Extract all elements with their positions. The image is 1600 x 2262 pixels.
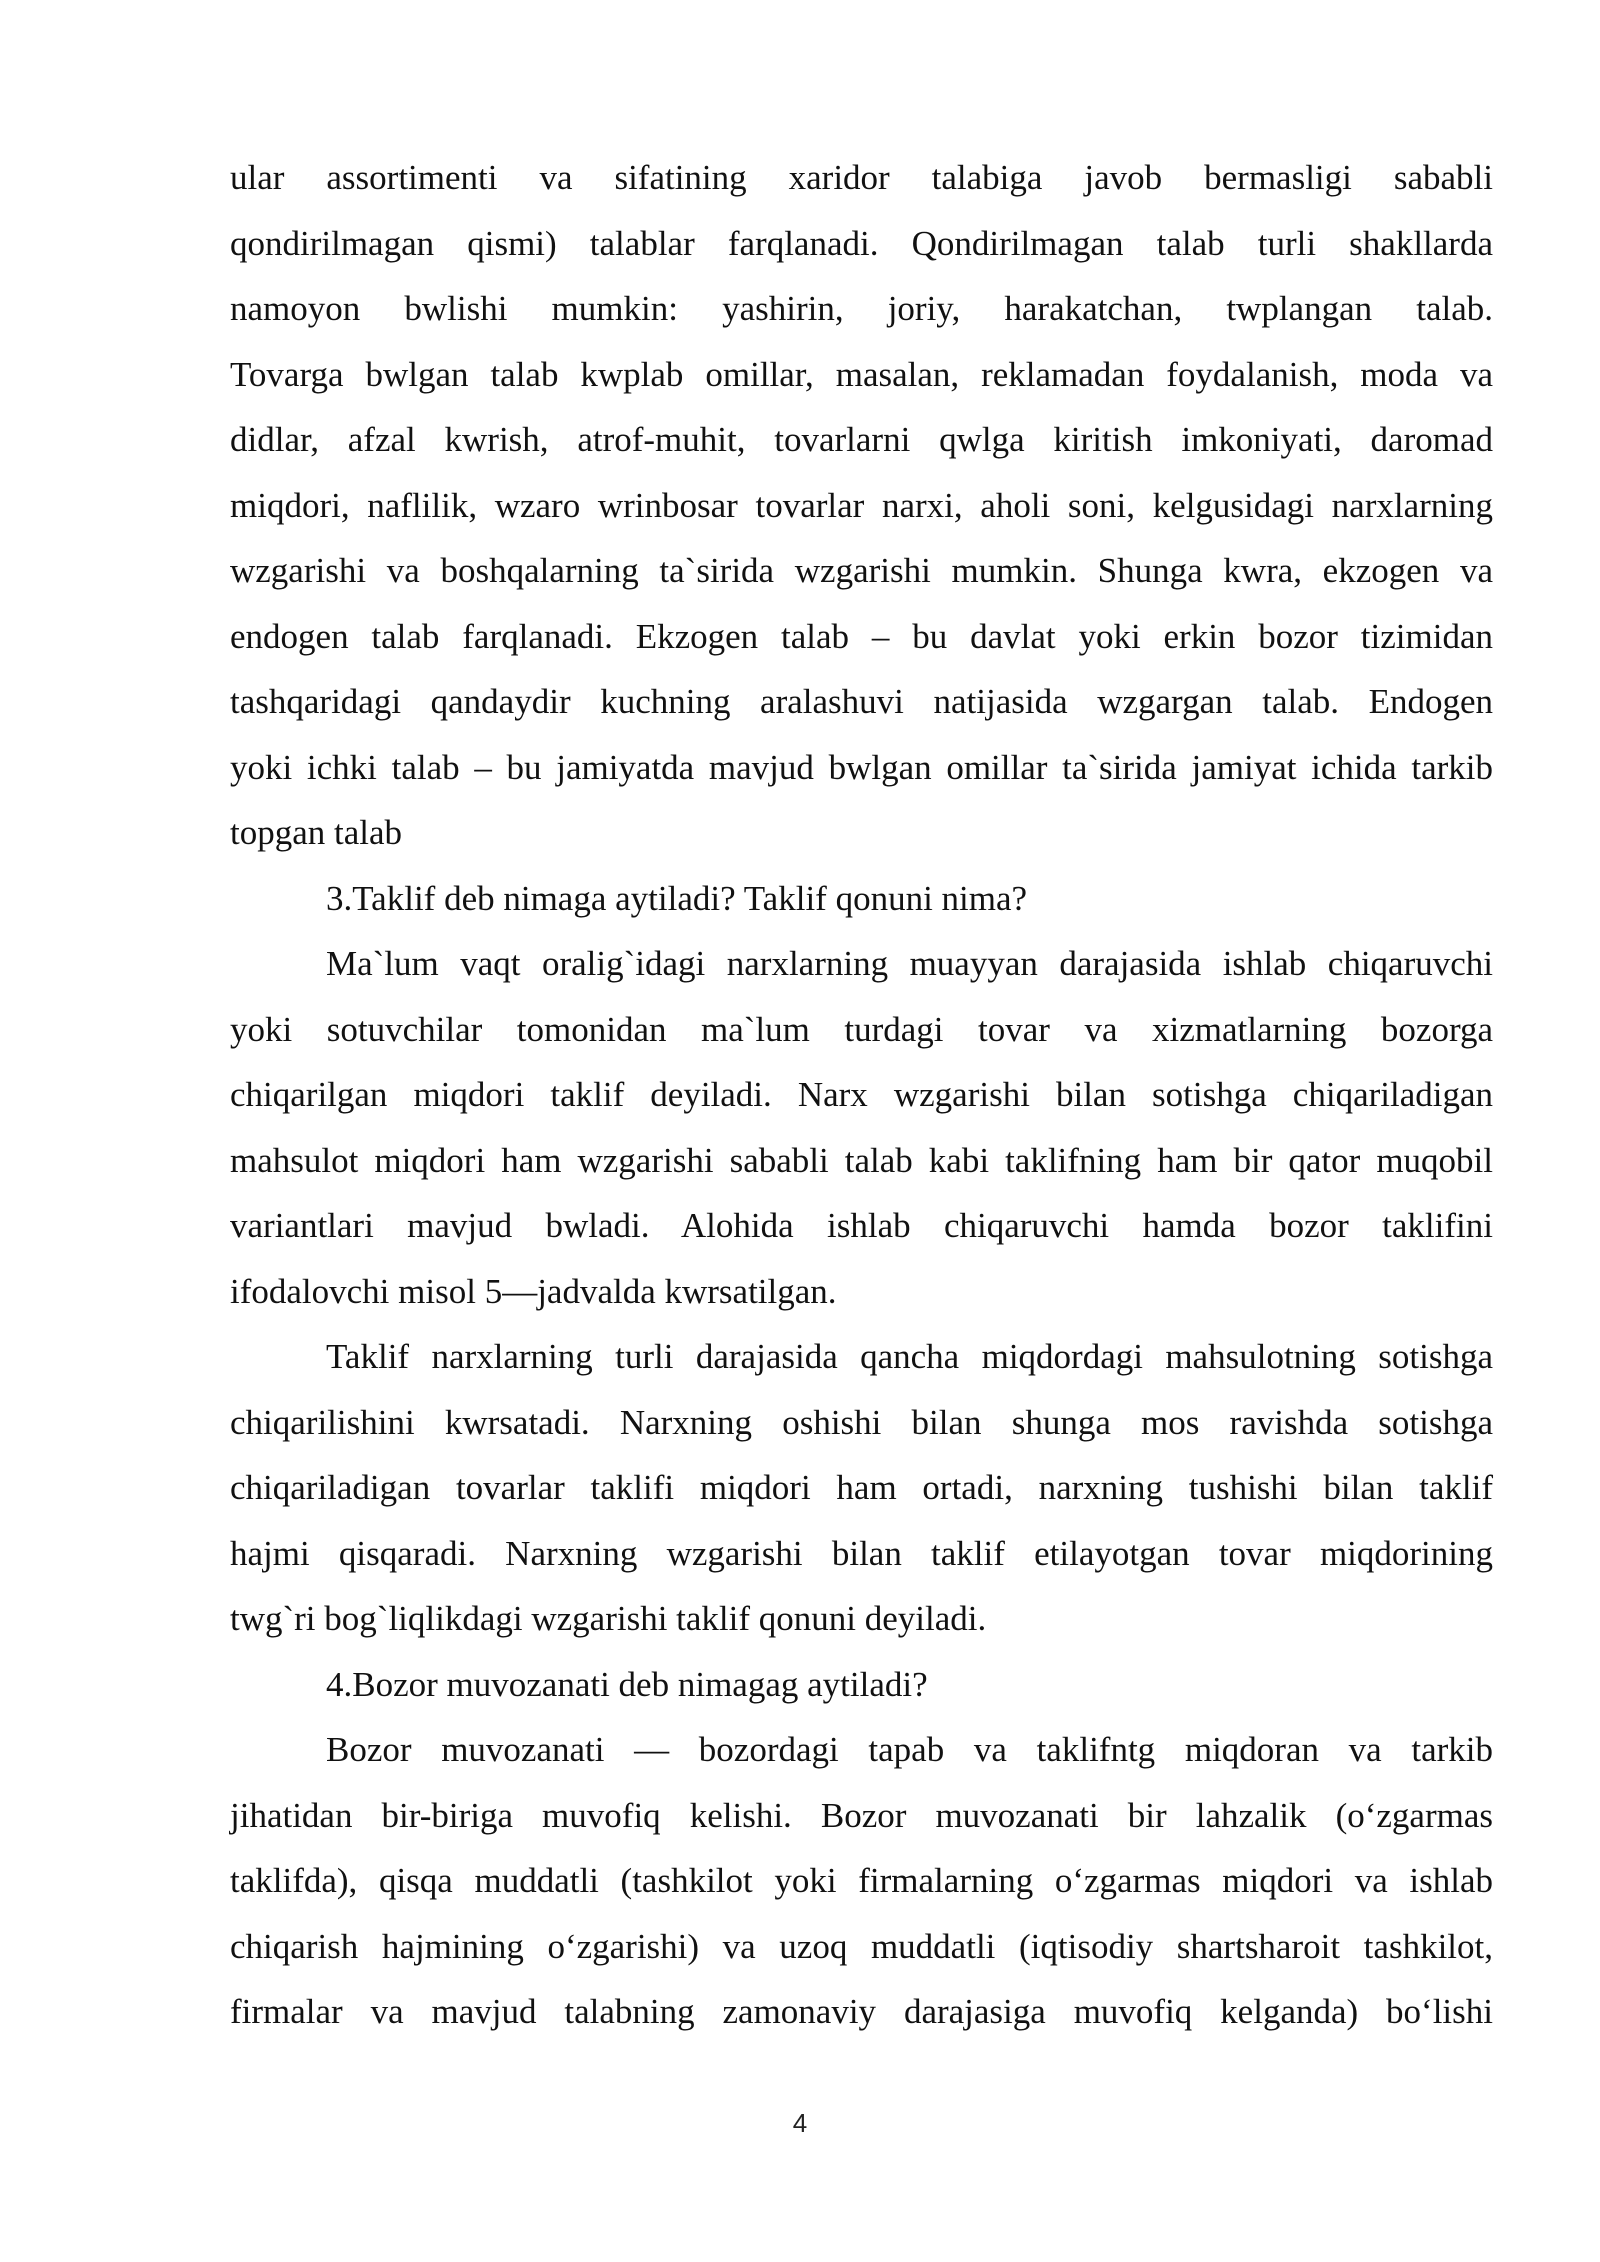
text-line: ifodalovchi misol 5—jadvalda kwrsatilgan. — [230, 1271, 837, 1311]
text-line: 4.Bozor muvozanati deb nimagag aytiladi? — [326, 1664, 928, 1704]
text-line: mahsulot miqdori ham wzgarishi sababli talab kabi taklifning ham bir qator muqobil — [230, 1140, 1493, 1180]
text-line: didlar, afzal kwrish, atrof-muhit, tovarlarni qwlga kiritish imkoniyati, daromad — [230, 420, 1493, 459]
text-line: chiqarilgan miqdori taklif deyiladi. Narx wzgarishi bilan sotishga chiqariladigan — [230, 1075, 1493, 1114]
text-line: ular assortimenti va sifatining xaridor talabiga javob bermasligi sababli — [230, 158, 1493, 197]
text-line: yoki sotuvchilar tomonidan ma`lum turdagi tovar va xizmatlarning bozorga — [230, 1009, 1493, 1049]
text-line: hajmi qisqaradi. Narxning wzgarishi bilan taklif etilayotgan tovar miqdorining — [230, 1533, 1493, 1573]
text-line: taklifda), qisqa muddatli (tashkilot yoki firmalarning o‘zgarmas miqdori va ishlab — [230, 1861, 1493, 1900]
text-line: variantlari mavjud bwladi. Alohida ishlab chiqaruvchi hamda bozor taklifini — [230, 1206, 1493, 1245]
text-line: yoki ichki talab – bu jamiyatda mavjud bwlgan omillar ta`sirida jamiyat ichida tarkib — [230, 747, 1493, 787]
text-line: chiqariladigan tovarlar taklifi miqdori ham ortadi, narxning tushishi bilan taklif — [230, 1468, 1493, 1507]
text-line: twg`ri bog`liqlikdagi wzgarishi taklif qonuni deyiladi. — [230, 1599, 987, 1638]
text-line: chiqarilishini kwrsatadi. Narxning oshishi bilan shunga mos ravishda sotishga — [230, 1402, 1493, 1442]
text-line: endogen talab farqlanadi. Ekzogen talab – bu davlat yoki erkin bozor tizimidan — [230, 616, 1493, 656]
text-line: jihatidan bir-biriga muvofiq kelishi. Bozor muvozanati bir lahzalik (o‘zgarmas — [230, 1795, 1493, 1835]
text-line: namoyon bwlishi mumkin: yashirin, joriy, harakatchan, twplangan talab. — [230, 289, 1493, 328]
text-line: miqdori, naflilik, wzaro wrinbosar tovarlar narxi, aholi soni, kelgusidagi narxlarning — [230, 485, 1493, 525]
text-line: qondirilmagan qismi) talablar farqlanadi. Qondirilmagan talab turli shakllarda — [230, 223, 1493, 263]
page-number: 4 — [792, 2108, 808, 2138]
text-line: 3.Taklif deb nimaga aytiladi? Taklif qonuni nima? — [326, 878, 1028, 918]
text-line: chiqarish hajmining o‘zgarishi) va uzoq muddatli (iqtisodiy shartsharoit tashkilot, — [230, 1926, 1493, 1966]
text-line: firmalar va mavjud talabning zamonaviy darajasiga muvofiq kelganda) bo‘lishi — [230, 1992, 1493, 2031]
text-line: wzgarishi va boshqalarning ta`sirida wzgarishi mumkin. Shunga kwra, ekzogen va — [230, 551, 1493, 590]
text-line: Tovarga bwlgan talab kwplab omillar, masalan, reklamadan foydalanish, moda va — [230, 354, 1493, 394]
text-line: topgan talab — [230, 813, 403, 852]
body-text — [230, 145, 1493, 2045]
text-line: tashqaridagi qandaydir kuchning aralashuvi natijasida wzgargan talab. Endogen — [230, 682, 1493, 721]
text-line: Ma`lum vaqt oralig`idagi narxlarning muayyan darajasida ishlab chiqaruvchi — [326, 944, 1493, 983]
text-line: Bozor muvozanati — bozordagi tapab va taklifntg miqdoran va tarkib — [326, 1730, 1493, 1769]
text-line: Taklif narxlarning turli darajasida qancha miqdordagi mahsulotning sotishga — [326, 1337, 1493, 1376]
